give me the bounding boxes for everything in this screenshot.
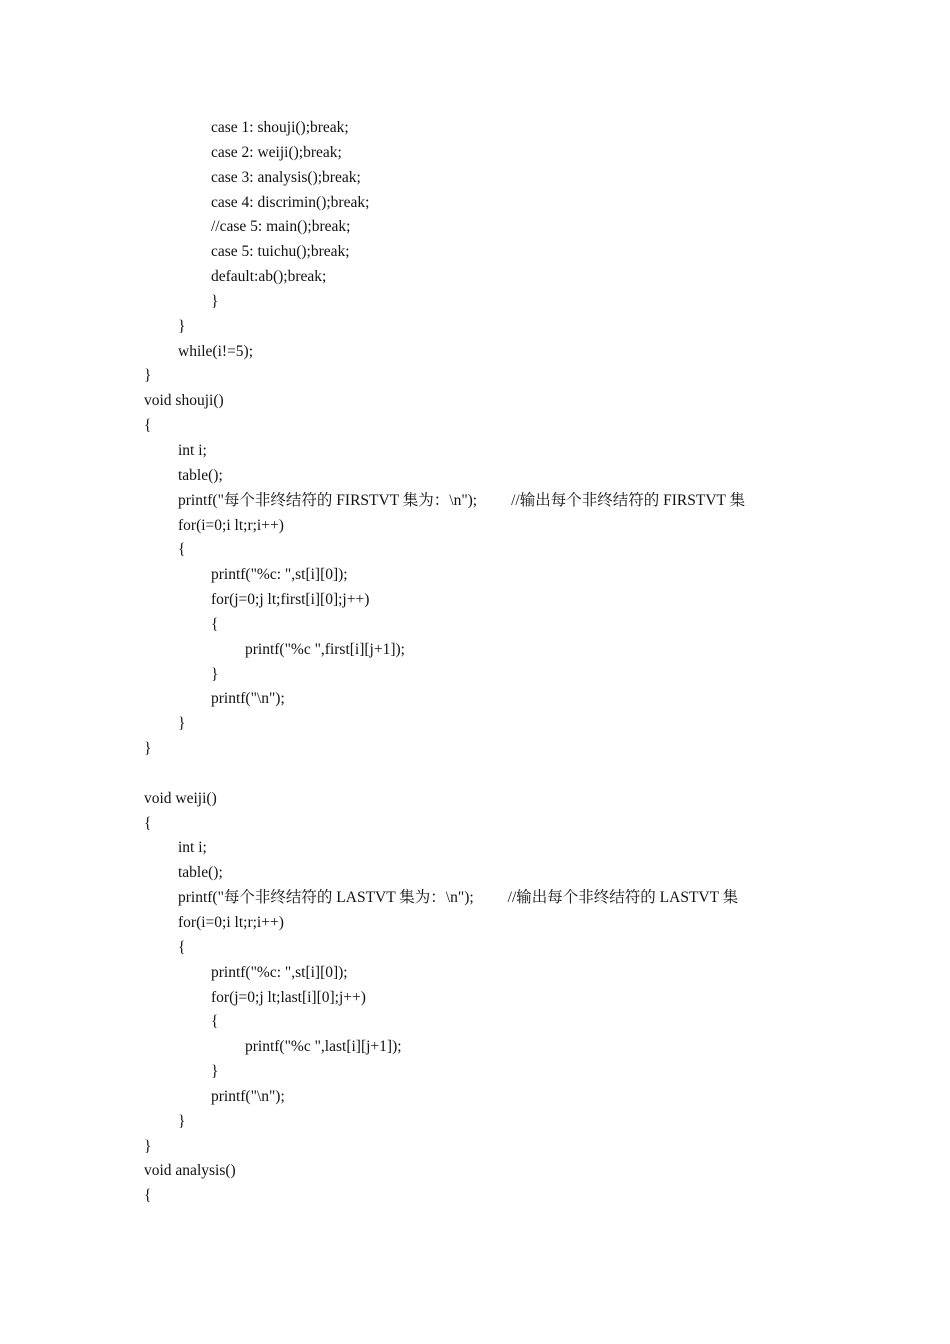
- code-text: }: [144, 740, 152, 758]
- code-text: default:ab();break;: [211, 268, 327, 286]
- code-text: {: [144, 417, 152, 435]
- code-text: void analysis(): [144, 1162, 236, 1180]
- code-line: [144, 737, 934, 762]
- code-text: {: [144, 814, 152, 832]
- code-line: [144, 340, 934, 365]
- code-text: case 2: weiji();break;: [211, 143, 342, 161]
- code-line: [144, 1184, 934, 1209]
- code-text: int i;: [178, 441, 207, 459]
- code-comment: //输出每个非终结符的 LASTVT 集: [507, 889, 739, 907]
- code-text: {: [144, 1187, 152, 1205]
- code-line: [144, 1110, 934, 1135]
- code-line: [144, 1035, 934, 1060]
- code-line: [144, 489, 934, 514]
- code-text: case 4: discrimin();break;: [211, 193, 370, 211]
- code-text: void shouji(): [144, 392, 224, 410]
- code-text: }: [178, 715, 186, 733]
- code-line: [144, 787, 934, 812]
- code-line: [144, 215, 934, 240]
- code-line: [144, 1135, 934, 1160]
- code-line: [144, 762, 934, 787]
- code-line: [144, 141, 934, 166]
- code-line: [144, 439, 934, 464]
- code-line: [144, 1010, 934, 1035]
- code-text: for(i=0;i lt;r;i++): [178, 516, 284, 534]
- code-line: [144, 687, 934, 712]
- code-line: [144, 638, 934, 663]
- code-text: }: [211, 1063, 219, 1081]
- code-line: [144, 663, 934, 688]
- code-text: printf("每个非终结符的 LASTVT 集为：\n");: [178, 889, 474, 907]
- code-line: [144, 290, 934, 315]
- code-text: }: [178, 317, 186, 335]
- code-text: table();: [178, 466, 223, 484]
- code-text: printf("%c ",first[i][j+1]);: [245, 640, 405, 658]
- code-line: [144, 116, 934, 141]
- code-text: for(i=0;i lt;r;i++): [178, 914, 284, 931]
- code-line: [144, 712, 934, 737]
- code-line: [144, 613, 934, 638]
- code-text: for(j=0;j lt;last[i][0];j++): [211, 988, 366, 1006]
- code-line: [144, 240, 934, 265]
- code-text: case 1: shouji();break;: [211, 119, 349, 136]
- code-line: [144, 861, 934, 886]
- code-line: [144, 563, 934, 588]
- code-text: //case 5: main();break;: [211, 218, 351, 236]
- code-line: [144, 364, 934, 389]
- code-text: }: [144, 1137, 152, 1155]
- code-line: [144, 538, 934, 563]
- code-text: }: [144, 367, 152, 385]
- code-text: for(j=0;j lt;first[i][0];j++): [211, 591, 370, 609]
- code-text: void weiji(): [144, 789, 217, 807]
- code-line: [144, 588, 934, 613]
- code-line: [144, 812, 934, 837]
- code-text: printf("\n");: [211, 1087, 285, 1105]
- code-line: [144, 389, 934, 414]
- code-text: int i;: [178, 839, 207, 857]
- code-line: [144, 514, 934, 539]
- code-line: [144, 986, 934, 1011]
- code-comment: //输出每个非终结符的 FIRSTVT 集: [511, 491, 746, 509]
- code-text: table();: [178, 864, 223, 882]
- code-line: [144, 1159, 934, 1184]
- code-text: {: [211, 1013, 219, 1031]
- code-text: }: [211, 292, 219, 310]
- code-text: printf("%c: ",st[i][0]);: [211, 566, 348, 584]
- code-text: printf("每个非终结符的 FIRSTVT 集为：\n");: [178, 491, 478, 509]
- code-text: while(i!=5);: [178, 342, 254, 360]
- code-line: [144, 936, 934, 961]
- code-line: [144, 886, 934, 911]
- code-text: printf("%c: ",st[i][0]);: [211, 963, 348, 981]
- code-text: {: [211, 615, 219, 633]
- code-text: {: [178, 541, 186, 559]
- code-line: [144, 464, 934, 489]
- code-line: [144, 1060, 934, 1085]
- code-text: printf("\n");: [211, 690, 285, 708]
- code-text: }: [211, 665, 219, 683]
- code-line: [144, 414, 934, 439]
- code-line: [144, 166, 934, 191]
- code-line: [144, 961, 934, 986]
- code-line: [144, 265, 934, 290]
- code-text: case 5: tuichu();break;: [211, 243, 350, 261]
- code-line: [144, 191, 934, 216]
- code-text: {: [178, 938, 186, 956]
- code-text: printf("%c ",last[i][j+1]);: [245, 1038, 402, 1056]
- code-line: [144, 315, 934, 340]
- code-line: [144, 911, 934, 936]
- code-line: [144, 1085, 934, 1110]
- code-text: case 3: analysis();break;: [211, 168, 361, 186]
- code-line: [144, 836, 934, 861]
- code-text: }: [178, 1112, 186, 1130]
- code-listing: [144, 116, 934, 1209]
